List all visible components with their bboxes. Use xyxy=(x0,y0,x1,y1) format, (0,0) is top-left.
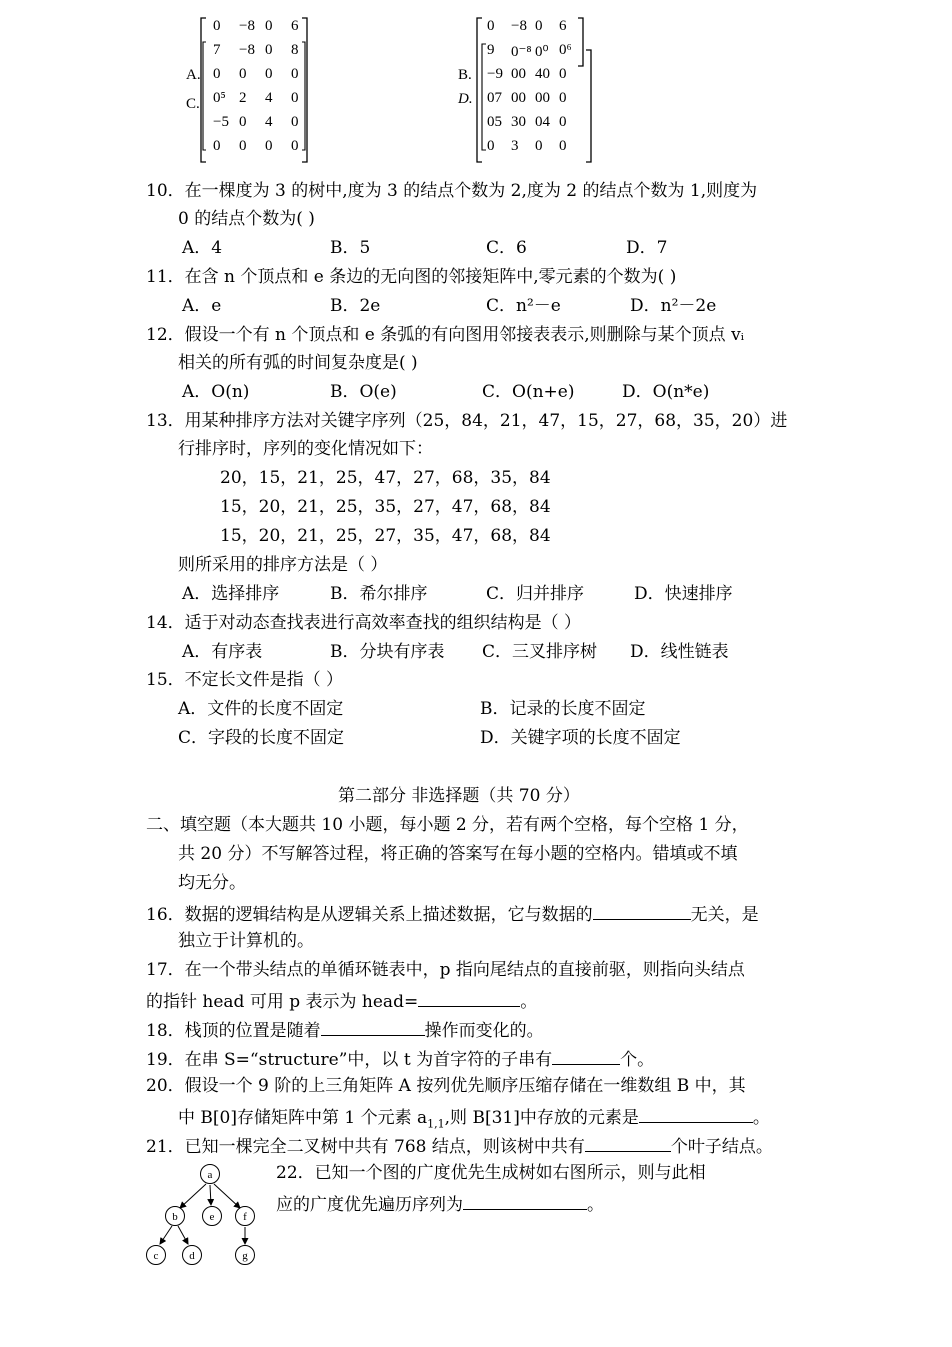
option-c-label: C. xyxy=(186,96,200,112)
right-matrix-cell: 00 xyxy=(535,90,550,106)
q18-answer-blank[interactable] xyxy=(321,1017,425,1036)
q11-option-b: B．2e xyxy=(330,296,381,316)
right-matrix-cell: 00 xyxy=(511,66,526,82)
svg-text:b: b xyxy=(172,1211,178,1223)
q22-text-line1: 22．已知一个图的广度优先生成树如右图所示，则与此相 xyxy=(276,1163,706,1183)
q17-text-b: 。 xyxy=(520,992,538,1012)
q13-option-a: A．选择排序 xyxy=(182,584,280,604)
left-matrix-cell: 0 xyxy=(291,138,299,154)
q14-option-a: A．有序表 xyxy=(182,642,263,662)
left-matrix-cell: −8 xyxy=(239,18,255,34)
left-matrix-cell: 4 xyxy=(265,90,273,106)
section-instructions-line2: 共 20 分）不写解答过程，将正确的答案写在每小题的空格内。错填或不填 xyxy=(178,844,738,864)
q13-option-b: B．希尔排序 xyxy=(330,584,428,604)
right-matrix-cell: 9 xyxy=(487,42,495,58)
right-matrix-cell: 0 xyxy=(559,66,567,82)
svg-text:e: e xyxy=(209,1211,215,1223)
q10-option-d: D．7 xyxy=(626,238,668,258)
left-matrix-cell: 0 xyxy=(213,18,221,34)
left-matrix-cell: 0 xyxy=(291,66,299,82)
right-matrix-cell: 05 xyxy=(487,114,502,130)
q19-answer-blank[interactable] xyxy=(552,1046,620,1065)
q15-option-a: A．文件的长度不固定 xyxy=(178,699,344,719)
q16-text-b: 无关，是 xyxy=(690,905,759,925)
q10-option-c: C．6 xyxy=(486,238,527,258)
q16-text-a: 16．数据的逻辑结构是从逻辑关系上描述数据，它与数据的 xyxy=(146,905,593,925)
q20-text-line1: 20．假设一个 9 阶的上三角矩阵 A 按列优先顺序压缩存储在一维数组 B 中，其 xyxy=(146,1076,746,1096)
q22-text-a: 应的广度优先遍历序列为 xyxy=(276,1195,463,1215)
right-matrix-cell: 30 xyxy=(511,114,526,130)
part2-heading: 第二部分 非选择题（共 70 分） xyxy=(338,786,580,806)
right-matrix-cell: 0 xyxy=(487,18,495,34)
option-d-label: D. xyxy=(458,91,473,107)
q20-text-a: 中 B[0]存储矩阵中第 1 个元素 a xyxy=(178,1108,428,1128)
q15-option-d: D．关键字项的长度不固定 xyxy=(480,728,681,748)
q15-option-b: B．记录的长度不固定 xyxy=(480,699,646,719)
left-matrix-cell: 2 xyxy=(239,90,247,106)
q11-option-a: A．e xyxy=(182,296,222,316)
q20-answer-blank[interactable] xyxy=(639,1104,753,1123)
right-matrix-cell: 0 xyxy=(535,18,543,34)
q13-sequence-3: 15，20，21，25，27，35，47，68，84 xyxy=(220,526,551,546)
q13-sequence-1: 20，15，21，25，47，27，68，35，84 xyxy=(220,468,551,488)
tree-node-d xyxy=(183,1246,202,1265)
left-matrix-cell: 0 xyxy=(239,66,247,82)
section-instructions-line3: 均无分。 xyxy=(178,873,246,893)
right-matrix-cell: 3 xyxy=(511,138,519,154)
right-matrix-cell: 07 xyxy=(487,90,502,106)
q10-option-a: A．4 xyxy=(182,238,223,258)
q12-option-a: A．O(n) xyxy=(182,382,250,402)
q19-text xyxy=(146,1046,654,1071)
left-matrix-cell: 0 xyxy=(239,138,247,154)
left-matrix-cell: 0 xyxy=(291,114,299,130)
q14-option-c: C．三叉排序树 xyxy=(482,642,598,662)
left-matrix-cell: 0 xyxy=(213,138,221,154)
q12-option-b: B．O(e) xyxy=(330,382,397,402)
right-matrix-cell: −8 xyxy=(511,18,527,34)
q13-text-line2: 行排序时，序列的变化情况如下： xyxy=(178,439,433,459)
bfs-spanning-tree-figure xyxy=(140,1158,270,1274)
left-matrix-cell: 0 xyxy=(265,42,273,58)
left-matrix-cell: −5 xyxy=(213,114,229,130)
tree-node-b xyxy=(166,1207,185,1226)
svg-text:c: c xyxy=(153,1250,159,1262)
right-matrix-cell: 0⁰ xyxy=(535,44,549,60)
q17-text-line1: 17．在一个带头结点的单循环链表中，p 指向尾结点的直接前驱，则指向头结点 xyxy=(146,960,745,980)
right-matrix-cell: 0 xyxy=(535,138,543,154)
q13-sequence-2: 15，20，21，25，35，27，47，68，84 xyxy=(220,497,551,517)
right-matrix-cell: 00 xyxy=(511,90,526,106)
q21-text-b: 个叶子结点。 xyxy=(670,1137,773,1157)
q11-option-d: D．n²－2e xyxy=(630,296,717,316)
tree-node-g xyxy=(236,1246,255,1265)
svg-text:d: d xyxy=(189,1250,195,1262)
q11-text-line1: 11．在含 n 个顶点和 e 条边的无向图的邻接矩阵中,零元素的个数为( ) xyxy=(146,267,677,287)
right-matrix-cell: −9 xyxy=(487,66,503,82)
q10-text-line1: 10．在一棵度为 3 的树中,度为 3 的结点个数为 2,度为 2 的结点个数为 1,则度为 xyxy=(146,181,758,201)
left-matrix-cell: 0 xyxy=(265,66,273,82)
q19-text-a: 19．在串 S=“structure”中，以 t 为首字符的子串有 xyxy=(146,1050,553,1070)
left-matrix-cell: 4 xyxy=(265,114,273,130)
svg-text:g: g xyxy=(242,1250,248,1262)
left-matrix-cell: −8 xyxy=(239,42,255,58)
q12-option-d: D．O(n*e) xyxy=(622,382,710,402)
left-matrix-cell: 0 xyxy=(291,90,299,106)
q13-text-line3: 则所采用的排序方法是（ ） xyxy=(178,555,388,575)
q17-text-a: 的指针 head 可用 p 表示为 head= xyxy=(146,992,419,1012)
q17-text-line2 xyxy=(146,988,537,1013)
q20-subscript: 1,1 xyxy=(427,1117,445,1131)
q16-answer-blank[interactable] xyxy=(593,901,691,920)
right-matrix-cell: 0⁻⁸ xyxy=(511,44,532,60)
option-a-label: A. xyxy=(186,67,201,83)
q20-text-line2 xyxy=(178,1104,770,1135)
left-matrix-cell: 0⁵ xyxy=(213,90,226,106)
q12-text-line1: 12．假设一个有 n 个顶点和 e 条弧的有向图用邻接表表示,则删除与某个顶点 vᵢ xyxy=(146,325,745,345)
left-matrix-cell: 0 xyxy=(265,138,273,154)
right-matrix-cell: 6 xyxy=(559,18,567,34)
svg-text:a: a xyxy=(207,1169,213,1181)
svg-text:f: f xyxy=(243,1211,247,1223)
q22-text-line2 xyxy=(276,1191,604,1216)
q10-option-b: B．5 xyxy=(330,238,371,258)
q16-text-line2: 独立于计算机的。 xyxy=(178,931,314,951)
right-matrix-cell: 0 xyxy=(559,114,567,130)
q11-option-c: C．n²－e xyxy=(486,296,561,316)
q19-text-b: 个。 xyxy=(620,1050,655,1070)
q20-text-b: ,则 B[31]中存放的元素是 xyxy=(444,1108,639,1128)
q21-text-a: 21．已知一棵完全二叉树中共有 768 结点，则该树中共有 xyxy=(146,1137,585,1157)
right-matrix-cell: 04 xyxy=(535,114,550,130)
left-matrix-cell: 8 xyxy=(291,42,299,58)
q22-text-b: 。 xyxy=(587,1195,604,1215)
left-matrix-cell: 6 xyxy=(291,18,299,34)
tree-node-c xyxy=(147,1246,166,1265)
left-matrix-cell: 0 xyxy=(265,18,273,34)
q21-text xyxy=(146,1133,773,1158)
option-b-label: B. xyxy=(458,67,472,83)
tree-node-a xyxy=(201,1165,220,1184)
q15-text-line1: 15．不定长文件是指（ ） xyxy=(146,670,344,690)
q17-answer-blank[interactable] xyxy=(418,988,520,1007)
q22-answer-blank[interactable] xyxy=(463,1191,587,1210)
left-matrix-cell: 7 xyxy=(213,42,221,58)
right-matrix-cell: 0 xyxy=(559,138,567,154)
section-instructions-line1: 二、填空题（本大题共 10 小题，每小题 2 分，若有两个空格，每个空格 1 分， xyxy=(146,815,749,835)
q16-text-line1 xyxy=(146,901,759,926)
q12-text-line2: 相关的所有弧的时间复杂度是( ) xyxy=(178,353,418,373)
q12-option-c: C．O(n+e) xyxy=(482,382,575,402)
q14-option-d: D．线性链表 xyxy=(630,642,729,662)
q14-option-b: B．分块有序表 xyxy=(330,642,445,662)
tree-node-f xyxy=(236,1207,255,1226)
q14-text-line1: 14．适于对动态查找表进行高效率查找的组织结构是（ ） xyxy=(146,613,582,633)
q13-option-d: D．快速排序 xyxy=(634,584,733,604)
q10-text-line2: 0 的结点个数为( ) xyxy=(178,209,315,229)
right-matrix-cell: 40 xyxy=(535,66,550,82)
q18-text-a: 18．栈顶的位置是随着 xyxy=(146,1021,321,1041)
left-matrix-cell: 0 xyxy=(239,114,247,130)
right-matrix-cell: 0⁶ xyxy=(559,42,572,58)
tree-node-e xyxy=(203,1207,222,1226)
q20-text-c: 。 xyxy=(752,1108,770,1128)
right-matrix-cell: 0 xyxy=(559,90,567,106)
q13-option-c: C．归并排序 xyxy=(486,584,585,604)
q21-answer-blank[interactable] xyxy=(585,1133,671,1152)
left-matrix-cell: 0 xyxy=(213,66,221,82)
q13-text-line1: 13．用某种排序方法对关键字序列（25，84，21，47，15，27，68，35，20）进 xyxy=(146,411,788,431)
right-matrix-cell: 0 xyxy=(487,138,495,154)
q15-option-c: C．字段的长度不固定 xyxy=(178,728,345,748)
q18-text xyxy=(146,1017,544,1042)
q18-text-b: 操作而变化的。 xyxy=(424,1021,544,1041)
